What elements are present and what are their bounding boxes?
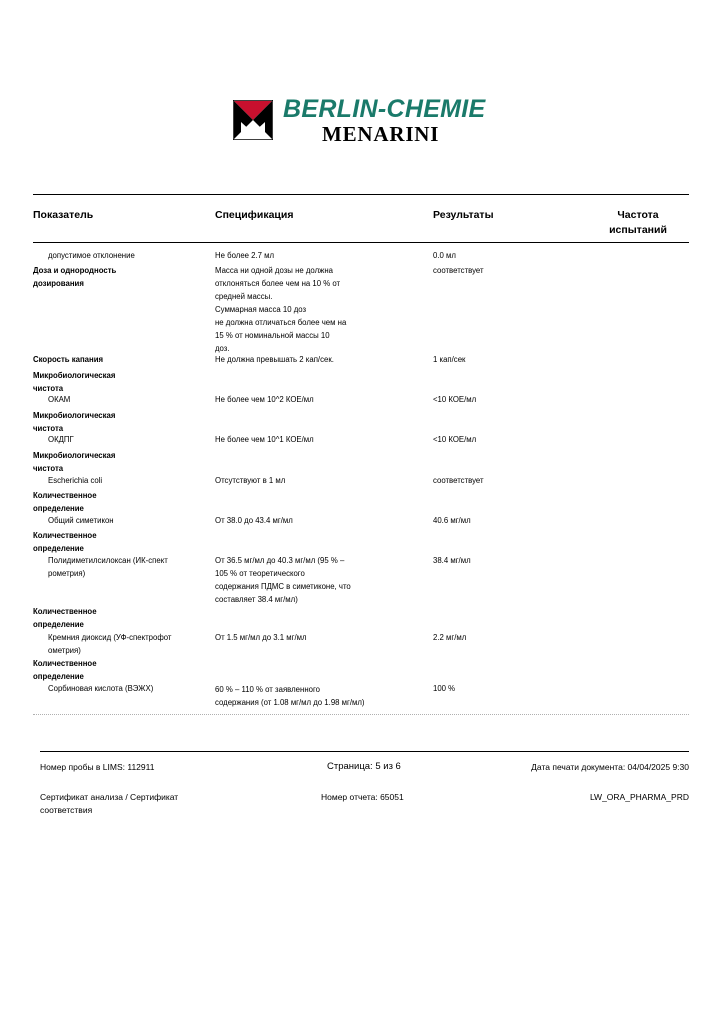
brand-name-line2: MENARINI <box>322 122 440 146</box>
table-top-rule <box>33 194 689 195</box>
row-indicator: Общий симетикон <box>48 516 114 525</box>
report-number: Номер отчета: 65051 <box>321 792 404 802</box>
row-group-label: Микробиологическая чистота <box>33 371 116 393</box>
row-spec: От 36.5 мг/мл до 40.3 мг/мл (95 % – 105 % от теоретического содержания ПДМС в симетиконе, что составляет 38.4 мг/мл) <box>215 556 351 604</box>
row-spec: Масса ни одной дозы не должна отклоняться более чем на 10 % от средней массы. Суммарная масса 10 доз не должна отличаться более чем на 15 % от номинальной массы 10 доз. <box>215 266 347 353</box>
row-result: <10 КОЕ/мл <box>433 395 477 404</box>
row-indicator: Скорость капания <box>33 355 104 364</box>
row-indicator: ОКАМ <box>48 395 71 404</box>
row-indicator: Кремния диоксид (УФ-спектрофот ометрия) <box>48 633 172 655</box>
row-indicator: Доза и однородность дозирования <box>33 266 117 288</box>
print-date: Дата печати документа: 04/04/2025 9:30 <box>531 762 689 772</box>
row-group-label: Количественное определение <box>33 491 97 513</box>
row-spec: Не более чем 10^1 КОЕ/мл <box>215 435 314 444</box>
row-spec: Отсутствуют в 1 мл <box>215 476 286 485</box>
certificate-type: Сертификат анализа / Сертификат соответствия <box>40 792 179 815</box>
table-bottom-dotted-rule <box>33 714 689 715</box>
header-results: Результаты <box>433 209 494 221</box>
row-indicator: Escherichia coli <box>48 476 103 485</box>
row-result: соответствует <box>433 266 484 275</box>
header-indicator: Показатель <box>33 209 94 221</box>
system-code: LW_ORA_PHARMA_PRD <box>589 792 689 802</box>
row-result: 40.6 мг/мл <box>433 516 471 525</box>
row-result: 2.2 мг/мл <box>433 633 467 642</box>
berlin-chemie-m-logo-icon <box>233 100 273 140</box>
row-group-label: Количественное определение <box>33 607 97 629</box>
row-group-label: Количественное определение <box>33 531 97 553</box>
row-group-label: Микробиологическая чистота <box>33 411 116 433</box>
row-result: <10 КОЕ/мл <box>433 435 477 444</box>
row-spec: От 1.5 мг/мл до 3.1 мг/мл <box>215 633 307 642</box>
row-spec: 60 % – 110 % от заявленного содержания (от 1.08 мг/мл до 1.98 мг/мл) <box>215 685 365 707</box>
header-frequency: Частота испытаний <box>609 209 667 236</box>
row-group-label: Количественное определение <box>33 659 97 681</box>
row-indicator: ОКДПГ <box>48 435 74 444</box>
page-number: Страница: 5 из 6 <box>327 761 401 772</box>
row-spec: Не должна превышать 2 кап/сек. <box>215 355 334 364</box>
row-indicator: допустимое отклонение <box>48 251 135 260</box>
row-spec: Не более чем 10^2 КОЕ/мл <box>215 395 314 404</box>
row-indicator: Полидиметилсилоксан (ИК-спект рометрия) <box>48 556 168 578</box>
row-spec: От 38.0 до 43.4 мг/мл <box>215 516 293 525</box>
footer-rule <box>40 751 689 752</box>
row-spec: Не более 2.7 мл <box>215 251 275 260</box>
row-indicator: Сорбиновая кислота (ВЭЖХ) <box>48 684 154 693</box>
row-result: 0.0 мл <box>433 251 456 260</box>
row-result: 1 кап/сек <box>433 355 466 364</box>
header-specification: Спецификация <box>215 209 294 221</box>
brand-name-line1: BERLIN-CHEMIE <box>283 95 486 123</box>
table-header-rule <box>33 242 689 243</box>
row-result: 100 % <box>433 684 456 693</box>
lims-sample-number: Номер пробы в LIMS: 112911 <box>40 762 155 772</box>
row-result: 38.4 мг/мл <box>433 556 471 565</box>
row-result: соответствует <box>433 476 484 485</box>
row-group-label: Микробиологическая чистота <box>33 451 116 473</box>
